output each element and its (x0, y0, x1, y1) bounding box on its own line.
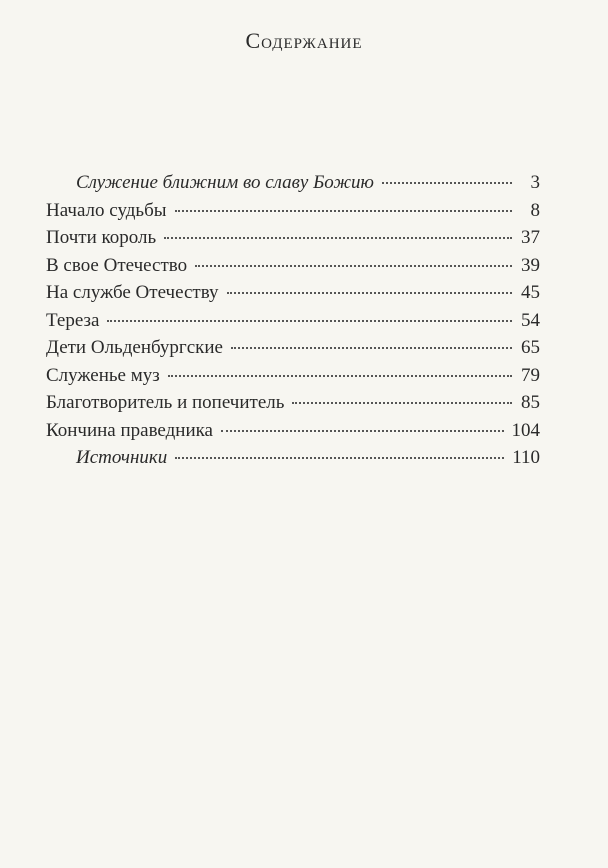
toc-entry-title: Кончина праведника (46, 419, 213, 441)
dot-leader (164, 237, 512, 239)
dot-leader (221, 430, 504, 432)
toc-entry-title: Источники (76, 447, 168, 468)
toc-entry[interactable] (46, 365, 540, 393)
dot-leader (227, 292, 512, 294)
toc-entry[interactable] (46, 227, 540, 255)
toc-entry-title: Служение ближним во славу Божию (76, 172, 374, 193)
toc-entry[interactable] (46, 310, 540, 338)
toc-entry[interactable] (46, 420, 540, 448)
toc-entry[interactable] (46, 282, 540, 310)
toc-entry[interactable] (46, 255, 540, 283)
toc-entry-page: 104 (511, 419, 540, 441)
dot-leader (175, 210, 512, 212)
toc-entry[interactable] (46, 337, 540, 365)
toc-entry-title: Служенье муз (46, 364, 160, 386)
toc-entry-page: 3 (530, 172, 540, 193)
toc-entry-page: 39 (521, 254, 540, 276)
toc-entry-title: На службе Отечеству (46, 282, 219, 303)
toc-entry-page: 37 (521, 227, 540, 248)
page-title: Содержание (245, 28, 363, 53)
toc-entry[interactable] (46, 172, 540, 200)
toc-entry-page: 85 (521, 392, 540, 413)
dot-leader (175, 457, 504, 459)
toc-entry-page: 79 (521, 364, 540, 386)
toc-entry-page: 110 (512, 447, 540, 468)
toc-entry-page: 45 (521, 282, 540, 303)
toc-entry-page: 8 (530, 199, 540, 221)
toc-entry-title: Благотворитель и попечитель (46, 392, 285, 413)
dot-leader (382, 182, 512, 184)
dot-leader (168, 375, 512, 377)
toc-entry-title: Начало судьбы (46, 199, 167, 221)
toc-entry[interactable] (46, 392, 540, 420)
toc-entry[interactable] (46, 447, 540, 475)
toc-entry[interactable] (46, 200, 540, 228)
toc-entry-title: Тереза (46, 309, 100, 331)
dot-leader (231, 347, 512, 349)
dot-leader (107, 320, 512, 322)
toc-entry-page: 65 (521, 337, 540, 358)
dot-leader (292, 402, 512, 404)
toc-entry-title: Дети Ольденбургские (46, 337, 223, 358)
dot-leader (195, 265, 512, 267)
table-of-contents (46, 172, 540, 475)
toc-entry-title: В свое Отечество (46, 254, 188, 276)
toc-entry-title: Почти король (46, 227, 157, 248)
toc-entry-page: 54 (521, 309, 540, 331)
